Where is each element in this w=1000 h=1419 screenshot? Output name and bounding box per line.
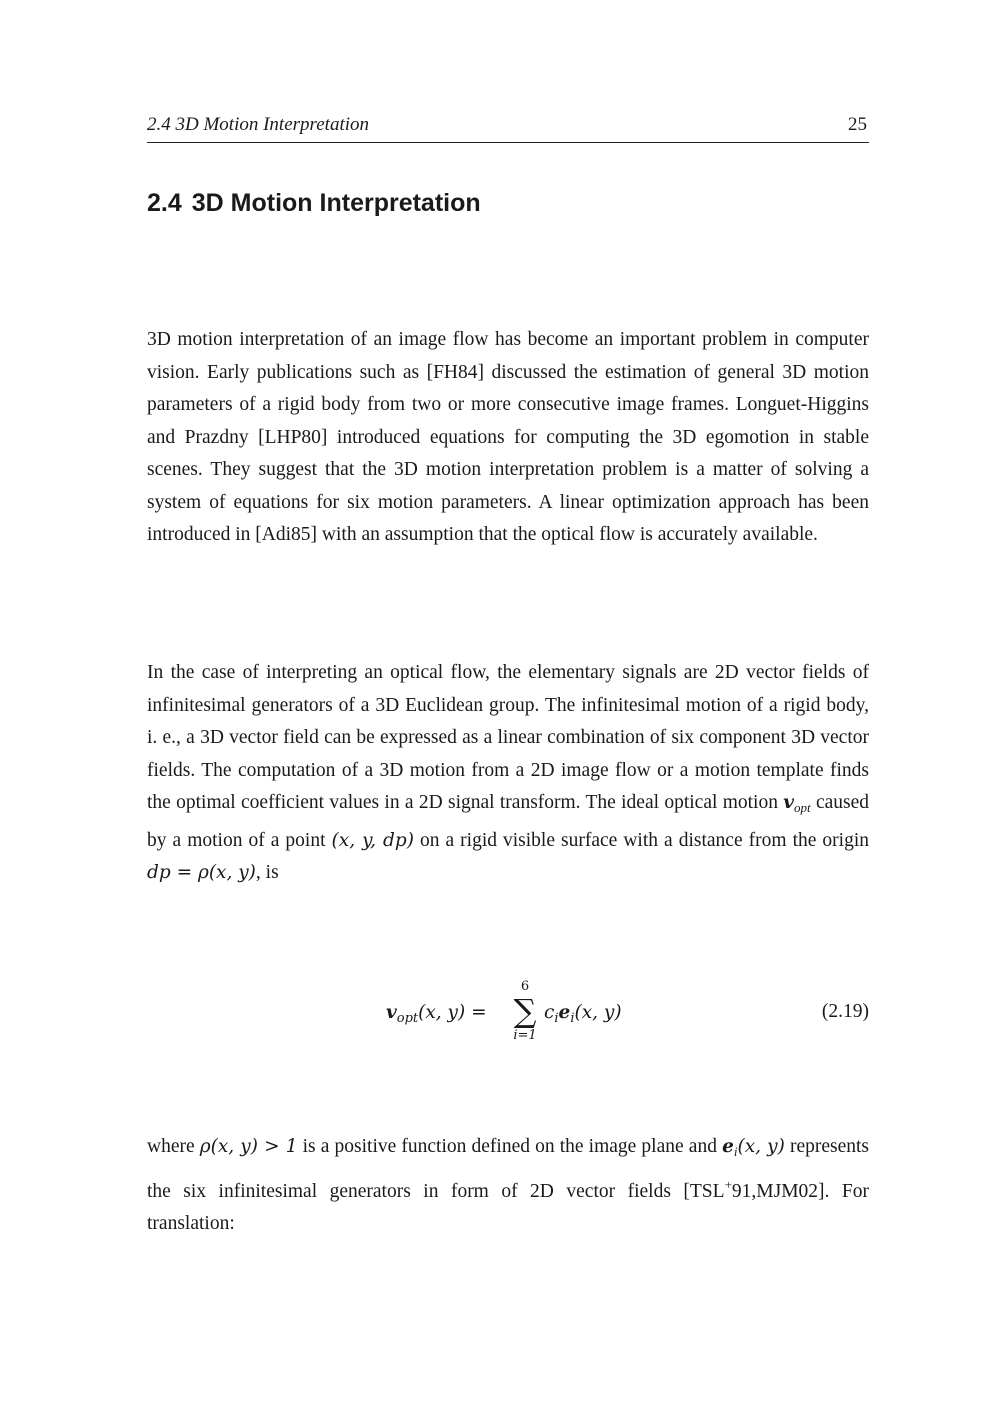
page-number: 25 xyxy=(848,114,867,135)
section-title xyxy=(147,186,481,220)
p3-text-c: represents the six infinitesimal generators in form of 2D vector fields [TSL xyxy=(147,1136,870,1202)
eq-c-subscript: i xyxy=(554,1011,559,1026)
math-v: v xyxy=(783,792,795,813)
math-e: e xyxy=(722,1136,734,1157)
p3-text-d: 91,MJM02]. For translation: xyxy=(147,1180,869,1234)
p3-text-a: where xyxy=(147,1136,195,1157)
math-e-args: (x, y) xyxy=(737,1136,785,1157)
summation xyxy=(508,980,542,1044)
math-e-subscript: i xyxy=(733,1144,738,1159)
sum-symbol: ∑ xyxy=(513,992,537,1030)
eq-rhs-args: (x, y) xyxy=(574,1002,622,1023)
paragraph-generators xyxy=(147,1131,869,1241)
paragraph-optical-flow xyxy=(147,657,869,890)
p2-text-d: , is xyxy=(255,862,279,883)
equation-number: (2.19) xyxy=(821,1001,869,1022)
sum-upper-limit: 6 xyxy=(520,979,530,994)
p2-text-c: on a rigid visible surface with a distance from the origin xyxy=(419,829,869,851)
running-head xyxy=(147,112,869,143)
paragraph-intro: 3D motion interpretation of an image flow has become an important problem in computer vision. Early publications such as [FH84] discussed the estimation of general 3D motion parameters of a rigid body from two or more consecutive image frames. Longuet-Higgins and Prazdny [LHP80] introduced equations for computing the 3D egomotion in stable scenes. They suggest that the 3D motion interpretation problem is a matter of solving a system of equations for six motion parameters. A linear optimization approach has been introduced in [Adi85] with an assumption that the optical flow is accurately available. xyxy=(147,329,869,545)
equation-2-19 xyxy=(147,980,869,1052)
running-head-title: 2.4 3D Motion Interpretation xyxy=(147,114,369,135)
math-v-subscript: opt xyxy=(794,800,811,815)
citation-superscript: + xyxy=(724,1176,732,1192)
equation-rhs xyxy=(544,1001,622,1026)
eq-c: c xyxy=(544,1002,555,1023)
sum-lower-limit: i=1 xyxy=(513,1028,537,1043)
p3-text-b: is a positive function defined on the image plane and xyxy=(302,1136,717,1157)
eq-v: v xyxy=(386,1002,397,1023)
eq-v-subscript: opt xyxy=(396,1011,419,1026)
math-rho: ρ(x, y) > 1 xyxy=(199,1136,298,1157)
math-point: (x, y, dp) xyxy=(331,829,414,851)
eq-e-subscript: i xyxy=(570,1011,575,1026)
math-dp: dp = ρ(x, y) xyxy=(147,862,256,883)
section-number: 2.4 xyxy=(147,189,182,217)
section-title-text: 3D Motion Interpretation xyxy=(191,189,481,217)
p2-text-a: In the case of interpreting an optical flow, the elementary signals are 2D vector fields of infinitesimal generators of a 3D Euclidean group. The infinitesimal motion of a rigid body, i. e., a 3D vector field can be expressed as a linear combination of six component 3D vector fields. The computation of a 3D motion from a 2D image flow or a motion template finds the optimal coefficient values in a 2D signal transform. The ideal optical motion xyxy=(147,662,869,813)
equation-lhs xyxy=(386,1001,487,1026)
eq-e: e xyxy=(558,1002,571,1023)
p2-text-b: caused by a motion of a point xyxy=(147,792,870,851)
eq-lhs-args: (x, y) = xyxy=(418,1002,487,1023)
